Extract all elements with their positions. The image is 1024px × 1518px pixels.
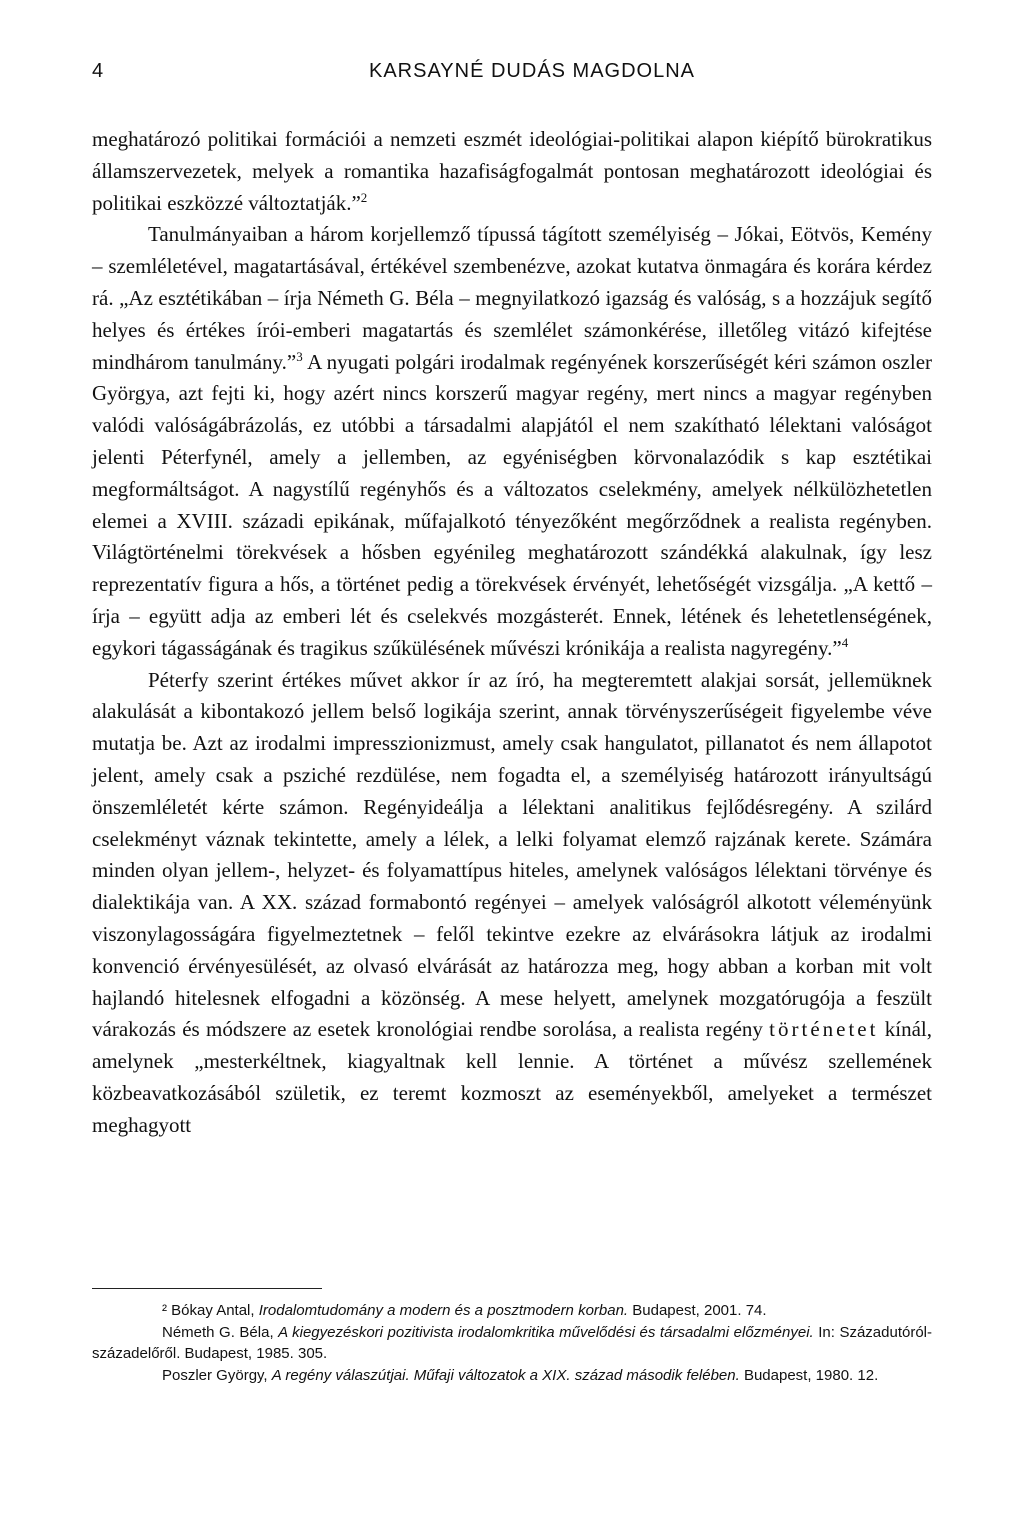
- footnote-4: [92, 1365, 932, 1387]
- footnote-ref-2: 2: [360, 189, 368, 205]
- footnote-ref-3: 3: [296, 348, 303, 364]
- footnote-3-title: A kiegyezéskori pozitivista irodalomkritika művelődési és társadalmi előzményei.: [278, 1323, 814, 1341]
- footnote-2-author: Bókay Antal,: [167, 1302, 259, 1319]
- paragraph-2: [92, 219, 932, 664]
- footnote-4-author: Poszler György,: [162, 1366, 272, 1384]
- page-header: [92, 56, 932, 86]
- paragraph-3-text-a: Péterfy szerint értékes művet akkor ír az író, ha megteremtett alakjai sorsát, jellemüknek alakulását a kibontakozó jellem belső logikája szerint, annak törvényszerűségeit figyelembe véve mutatja be. Azt az irodalmi impresszionizmust, amely csak hangulatot, pillanatot és nem állapotot jelent, amely csak a psziché rezdülése, nem fogadta el, a személyiség határozott irányultságú önszemléletét kérte számon. Regényideálja a lélektani analitikus fejlődésregény. A szilárd cselekményt váznak tekintette, amely a lélek, a lelki folyamat elemző rajzának kerete. Számára minden olyan jellem-, helyzet- és folyamattípus hiteles, amelynek valóságos lélektani törvénye és dialektikája van. A XX. század formabontó regényei – amelyek valóságról alkotott véleményünk viszonylagosságára figyelmeztetnek – felől tekintve ezekre az elvárásokra látjuk az irodalmi konvenció érvényesülését, az olvasó elvárását az határozza meg, hogy abban a korban mit volt hajlandó hitelesnek elfogadni a közönség. A mese helyett, amelynek mozgatórugója a feszült várakozás és módszere az esetek kronológiai rendbe sorolása, a realista regény: [92, 667, 932, 1042]
- footnote-4-rest: Budapest, 1980. 12.: [739, 1366, 879, 1384]
- footnote-3-rest: In: Századutóról-századelőről. Budapest, 1985. 305.: [92, 1323, 932, 1362]
- footnote-ref-4: 4: [841, 634, 849, 650]
- footnote-separator: [92, 1288, 322, 1289]
- page-number: 4: [92, 60, 104, 82]
- paragraph-3: [92, 665, 932, 1142]
- paragraph-1-text: meghatározó politikai formációi a nemzeti eszmét ideológiai-politikai alapon kiépítő bürokratikus államszervezetek, melyek a romantika hazafiságfogalmát pontosan meghatározott ideológiai és politikai eszközzé változtatják.”: [92, 127, 932, 215]
- body-text: [92, 124, 932, 1142]
- footnote-2-mark: ²: [162, 1302, 167, 1319]
- footnotes: [92, 1300, 932, 1386]
- footnote-3-author: Németh G. Béla,: [162, 1323, 279, 1341]
- footnote-2-rest: Budapest, 2001. 74.: [628, 1302, 767, 1319]
- paragraph-3-text-b: kínál, amelynek „mesterkéltnek, kiagyaltnak kell lennie. A történet a művész szellemének közbeavatkozásából születik, ez teremt kozmoszt az eseményekből, amelyeket a természet meghagyott: [92, 1017, 932, 1137]
- footnote-3: [92, 1322, 932, 1365]
- paragraph-3-spaced-word: történetet: [769, 1017, 879, 1042]
- running-head: KARSAYNÉ DUDÁS MAGDOLNA: [368, 60, 696, 82]
- paragraph-2-text-a: Tanulmányaiban a három korjellemző típussá tágított személyiség – Jókai, Eötvös, Kemény – szemléletével, magatartásával, értékével szembenézve, azokat kutatva önmagára és korára kérdez rá. „Az esztétikában – írja Németh G. Béla – megnyilatkozó igazság és valóság, s a hozzájuk segítő helyes és értékes írói-emberi magatartás és szemlélet számonkérése, illetőleg vitázó kifejtése mindhárom tanulmány.”: [92, 222, 932, 374]
- paragraph-1: [92, 124, 932, 219]
- footnote-2: [92, 1300, 932, 1322]
- footnote-4-title: A regény válaszútjai. Műfaji változatok a XIX. század második felében.: [271, 1366, 740, 1384]
- footnote-2-title: Irodalomtudomány a modern és a posztmodern korban.: [258, 1302, 629, 1319]
- paragraph-2-text-b: A nyugati polgári irodalmak regényének korszerűségét kéri számon oszler Györgya, azt fejti ki, hogy azért nincs korszerű magyar regény, mert nincs a magyar regényben valódi valóságábrázolás, ez utóbbi a társadalmi alapjától el nem szakítható lélektani valóságot jelenti Péterfynél, amely a jellemben, az egyéniségben körvonalazódik s kap esztétikai megformáltságot. A nagystílű regényhős és a változatos cselekmény, amelyek nélkülözhetetlen elemei a XVIII. századi epikának, műfajalkotó tényezőként megőrződnek a realista regényben. Világtörténelmi törekvések a hősben egyénileg meghatározott szándékká alakulnak, így lesz reprezentatív figura a hős, a történet pedig a törekvések érvényét, lehetőségét vizsgálja. „A kettő – írja – együtt adja az emberi lét és cselekvés mozgásterét. Ennek, létének és lehetetlenségének, egykori tágasságának és tragikus szűkülésének művészi krónikája a realista nagyregény.”: [92, 349, 933, 660]
